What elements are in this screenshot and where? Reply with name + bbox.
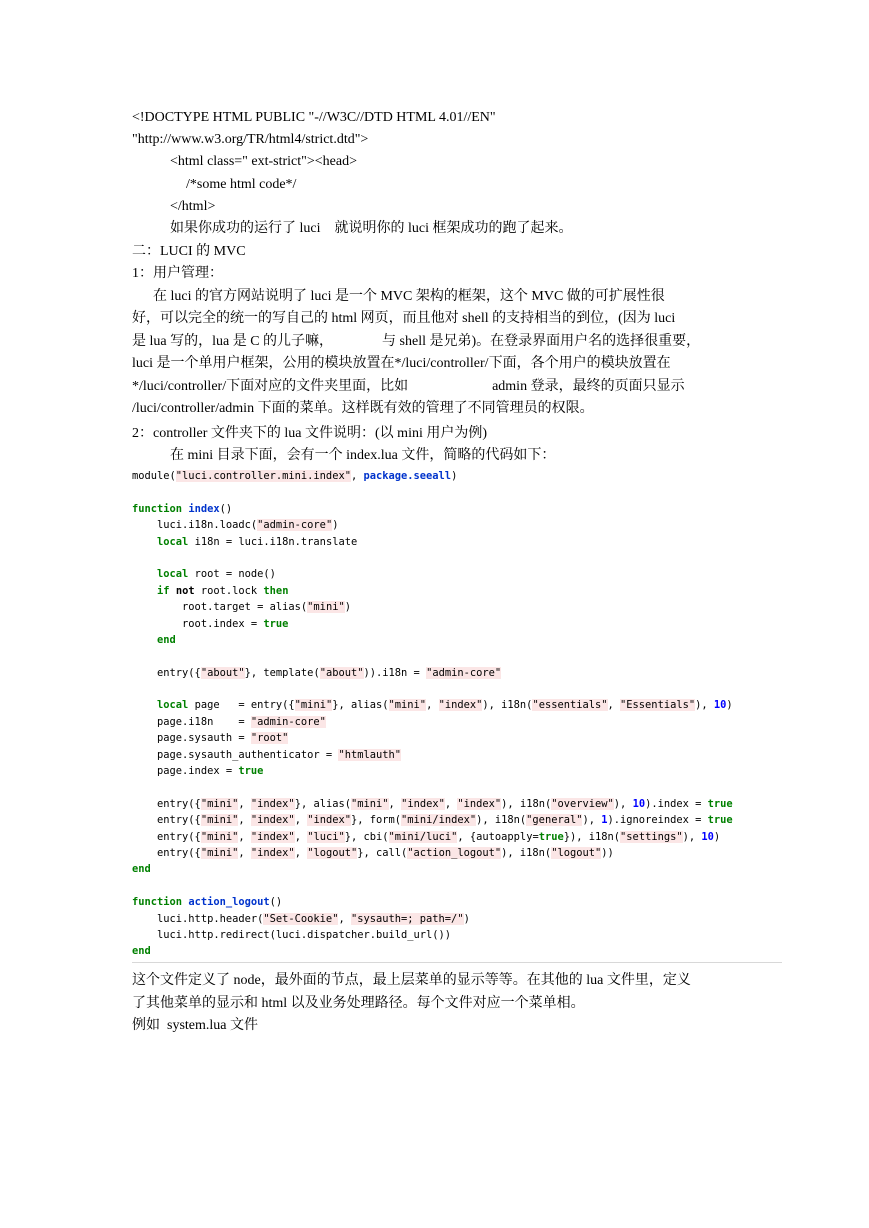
code-line: root.target = alias("mini") [132,601,351,614]
code-line: entry({"mini", "index"}, alias("mini", "index", "index"), i18n("overview"), 10).index = true [132,797,733,810]
doctype-line-1: <!DOCTYPE HTML PUBLIC "-//W3C//DTD HTML 4.01//EN" [132,110,496,125]
success-note: 如果你成功的运行了 luci 就说明你的 luci 框架成功的跑了起来。 [170,221,573,236]
code-line: local i18n = luci.i18n.translate [157,535,358,548]
code-line: if not root.lock then [157,584,289,597]
code-line: page.i18n = "admin-core" [132,715,326,728]
html-comment-line: /*some html code*/ [186,177,297,192]
code-block [132,468,782,963]
code-line: end [132,945,151,958]
code-line-blank [132,648,782,664]
outro-paragraph-line: 了其他菜单的显示和 html 以及业务处理路径。每个文件对应一个菜单相。 [132,996,585,1011]
code-line: luci.i18n.loadc("admin-core") [132,519,339,532]
html-open-line: <html class=" ext-strict"><head> [170,154,357,169]
code-line: function index() [132,502,233,515]
outro-paragraph-line: 这个文件定义了 node，最外面的节点，最上层菜单的显示等等。在其他的 lua 文件里，定义 [132,973,691,988]
paragraph-line: 好，可以完全的统一的写自己的 html 网页，而且他对 shell 的支持相当的到位，(因为 luci [132,311,676,326]
code-line-blank [132,681,782,697]
code-line: page.sysauth = "root" [132,732,289,745]
code-line-blank [132,878,782,894]
code-line: function action_logout() [132,896,283,909]
paragraph-line: 在 luci 的官方网站说明了 luci 是一个 MVC 架构的框架，这个 MVC 做的可扩展性很 [132,289,665,304]
code-line: local root = node() [157,568,276,581]
code-line-blank [132,484,782,500]
code-line: local page = entry({"mini"}, alias("mini", "index"), i18n("essentials", "Essentials"), 10) [157,699,733,712]
section-heading: 二：LUCI 的 MVC [132,244,246,259]
code-line: end [157,633,176,646]
code-line-blank [132,550,782,566]
subheading-controller: 2：controller 文件夹下的 lua 文件说明：(以 mini 用户为例) [132,426,488,441]
paragraph-line: /luci/controller/admin 下面的菜单。这样既有效的管理了不同管理员的权限。 [132,401,594,416]
code-line: entry({"mini", "index", "index"}, form("mini/index"), i18n("general"), 1).ignoreindex = true [132,814,733,827]
code-line: luci.http.redirect(luci.dispatcher.build_url()) [132,928,452,941]
code-line: end [132,863,151,876]
paragraph-line: */luci/controller/下面对应的文件夹里面，比如 admin 登录，最终的页面只显示 [132,379,685,394]
code-line: root.index = true [132,617,289,630]
paragraph-line: 是 lua 写的，lua 是 C 的儿子嘛， 与 shell 是兄弟)。在登录界面用户名的选择很重要， [132,334,701,349]
paragraph-line: luci 是一个单用户框架，公用的模块放置在*/luci/controller/下面，各个用户的模块放置在 [132,356,671,371]
code-line: entry({"mini", "index", "luci"}, cbi("mini/luci", {autoapply=true}), i18n("settings"), 10) [132,830,721,843]
code-line: entry({"about"}, template("about")).i18n = "admin-core" [132,666,502,679]
code-line: page.index = true [132,765,264,778]
example-label: 例如 system.lua 文件 [132,1018,258,1033]
code-line: page.sysauth_authenticator = "htmlauth" [132,748,402,761]
code-line: luci.http.header("Set-Cookie", "sysauth=; path=/") [132,912,470,925]
doctype-line-2: "http://www.w3.org/TR/html4/strict.dtd"> [132,132,369,147]
html-close-line: </html> [170,199,216,214]
code-intro: 在 mini 目录下面，会有一个 index.lua 文件，简略的代码如下： [170,448,556,463]
code-line: entry({"mini", "index", "logout"}, call("action_logout"), i18n("logout")) [132,846,614,859]
code-line: module("luci.controller.mini.index", package.seeall) [132,470,458,482]
code-line-blank [132,779,782,795]
subheading-user-management: 1：用户管理： [132,266,223,281]
